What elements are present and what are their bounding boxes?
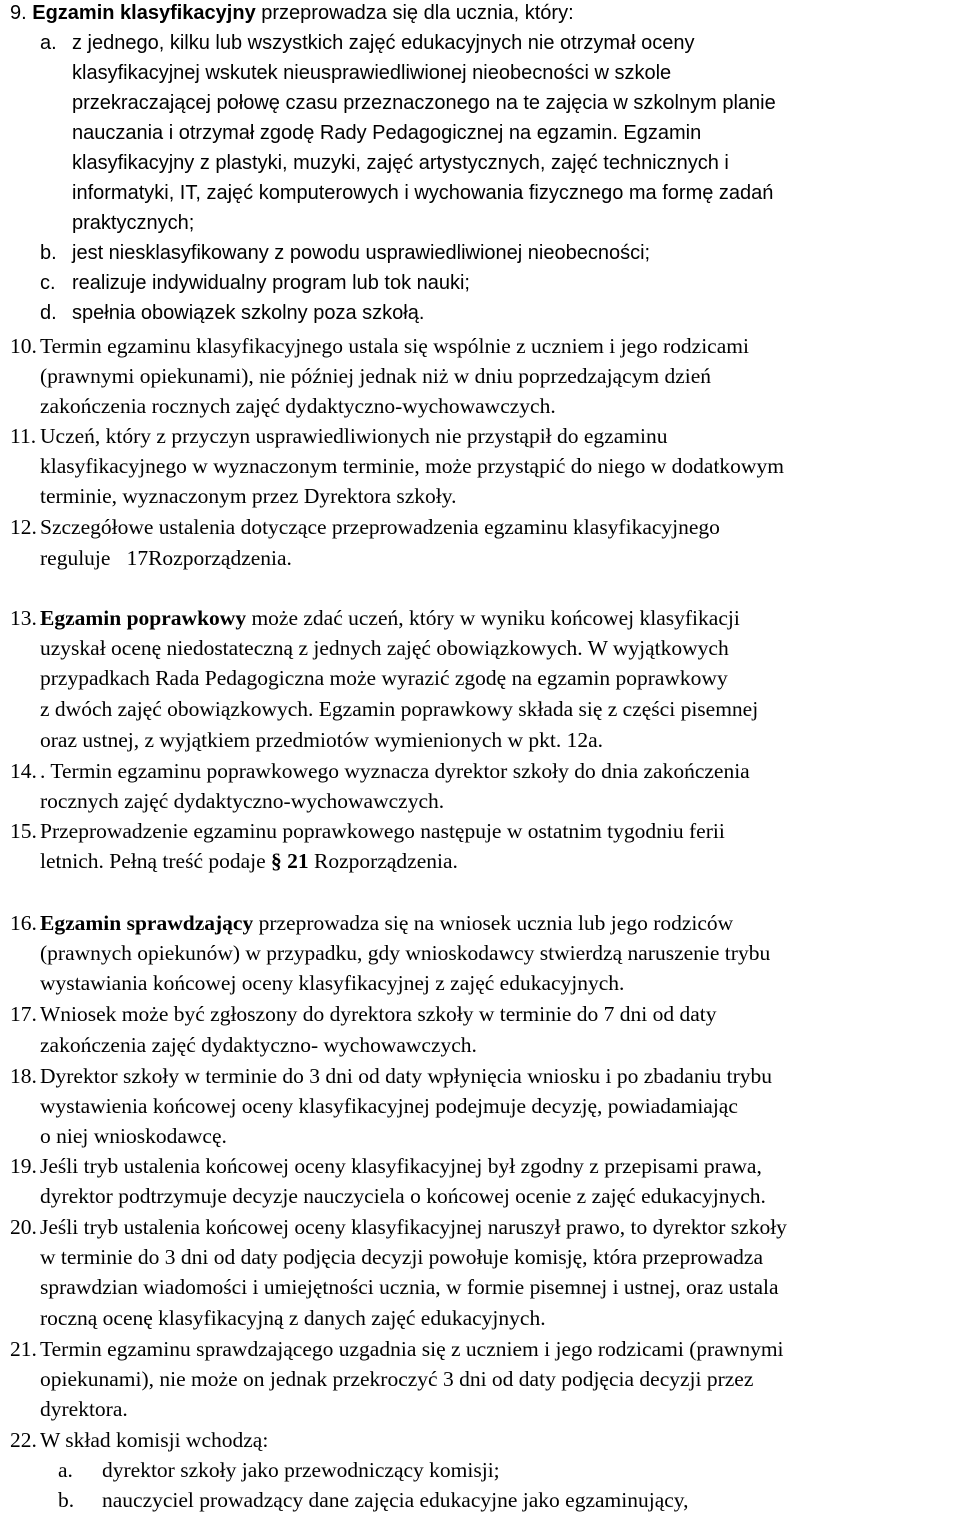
item-number: 9.	[10, 2, 27, 24]
term-egzamin-klasyfikacyjny: Egzamin klasyfikacyjny	[32, 2, 256, 24]
item-13-line	[40, 603, 740, 633]
item-number: 11.	[10, 424, 37, 448]
item-16-line	[40, 908, 733, 938]
item-14-line: . Termin egzaminu poprawkowego wyznacza dyrektor szkoły do dnia zakończenia	[40, 759, 750, 783]
term-egzamin-sprawdzajacy: Egzamin sprawdzający	[40, 911, 254, 935]
item-17-line: zakończenia zajęć dydaktyczno- wychowawczych.	[40, 1033, 477, 1057]
sub-a-line: z jednego, kilku lub wszystkich zajęć edukacyjnych nie otrzymał oceny	[72, 32, 695, 54]
item-19-line: Jeśli tryb ustalenia końcowej oceny klasyfikacyjnej był zgodny z przepisami prawa,	[40, 1154, 762, 1178]
sub-b-marker: b.	[40, 242, 57, 264]
item-18-line: Dyrektor szkoły w terminie do 3 dni od daty wpłynięcia wniosku i po zbadaniu trybu	[40, 1064, 773, 1088]
item-text: może zdać uczeń, który w wyniku końcowej klasyfikacji	[246, 606, 740, 630]
item-number: 14.	[10, 759, 37, 783]
item-14-line: rocznych zajęć dydaktyczno-wychowawczych.	[40, 789, 445, 813]
sub-a-line: praktycznych;	[72, 212, 195, 234]
sub-b-marker: b.	[58, 1488, 75, 1512]
item-15-line: Przeprowadzenie egzaminu poprawkowego następuje w ostatnim tygodniu ferii	[40, 819, 725, 843]
sub-b-text: jest niesklasyfikowany z powodu usprawiedliwionej nieobecności;	[72, 242, 651, 264]
sub-a-text: dyrektor szkoły jako przewodniczący komisji;	[102, 1458, 500, 1482]
item-20-line: sprawdzian wiadomości i umiejętności ucznia, w formie pisemnej i ustnej, oraz ustala	[40, 1275, 779, 1299]
sub-a-line: informatyki, IT, zajęć komputerowych i wychowania fizycznego ma formę zadań	[72, 182, 774, 204]
item-13-line: uzyskał ocenę niedostateczną z jednych zajęć obowiązkowych. W wyjątkowych	[40, 636, 729, 660]
item-20-line: Jeśli tryb ustalenia końcowej oceny klasyfikacyjnej naruszył prawo, to dyrektor szkoły	[40, 1215, 787, 1239]
item-21-line: opiekunami), nie może on jednak przekroczyć 3 dni od daty podjęcia decyzji przez	[40, 1367, 754, 1391]
item-text: przeprowadza się dla ucznia, który:	[255, 2, 574, 24]
item-number: 20.	[10, 1215, 37, 1239]
item-10-line: Termin egzaminu klasyfikacyjnego ustala się wspólnie z uczniem i jego rodzicami	[40, 334, 749, 358]
item-10-line: (prawnymi opiekunami), nie później jednak niż w dniu poprzedzającym dzień	[40, 364, 712, 388]
item-text: Rozporządzenia.	[308, 849, 458, 873]
item-21-line: dyrektora.	[40, 1397, 128, 1421]
item-10-line: zakończenia rocznych zajęć dydaktyczno-wychowawczych.	[40, 394, 556, 418]
item-number: 18.	[10, 1064, 37, 1088]
item-16-line: (prawnych opiekunów) w przypadku, gdy wnioskodawcy stwierdzą naruszenie trybu	[40, 941, 771, 965]
sub-a-line: klasyfikacyjny z plastyki, muzyki, zajęć artystycznych, zajęć technicznych i	[72, 152, 729, 174]
item-text: przeprowadza się na wniosek ucznia lub jego rodziców	[253, 911, 734, 935]
item-number: 16.	[10, 911, 37, 935]
item-number: 12.	[10, 515, 37, 539]
item-number: 21.	[10, 1337, 37, 1361]
item-21-line: Termin egzaminu sprawdzającego uzgadnia się z uczniem i jego rodzicami (prawnymi	[40, 1337, 784, 1361]
item-17-line: Wniosek może być zgłoszony do dyrektora szkoły w terminie do 7 dni od daty	[40, 1002, 717, 1026]
item-number: 10.	[10, 334, 37, 358]
item-12-line: Szczegółowe ustalenia dotyczące przeprowadzenia egzaminu klasyfikacyjnego	[40, 515, 720, 539]
item-number: 15.	[10, 819, 37, 843]
item-number: 13.	[10, 606, 37, 630]
sub-a-line: przekraczającej połowę czasu przeznaczonego na te zajęcia w szkolnym planie	[72, 92, 776, 114]
item-11-line: klasyfikacyjnego w wyznaczonym terminie, może przystąpić do niego w dodatkowym	[40, 454, 784, 478]
sub-a-line: nauczania i otrzymał zgodę Rady Pedagogicznej na egzamin. Egzamin	[72, 122, 702, 144]
item-18-line: wystawienia końcowej oceny klasyfikacyjnej podejmuje decyzję, powiadamiając	[40, 1094, 738, 1118]
sub-a-line: klasyfikacyjnej wskutek nieusprawiedliwionej nieobecności w szkole	[72, 62, 672, 84]
item-16-line: wystawiania końcowej oceny klasyfikacyjnej z zajęć edukacyjnych.	[40, 971, 625, 995]
item-22-intro: W skład komisji wchodzą:	[40, 1428, 269, 1452]
item-15-line	[40, 846, 458, 876]
item-18-line: o niej wnioskodawcę.	[40, 1124, 227, 1148]
sub-c-text: realizuje indywidualny program lub tok nauki;	[72, 272, 470, 294]
sub-d-marker: d.	[40, 302, 57, 324]
item-number: 19.	[10, 1154, 37, 1178]
sub-a-marker: a.	[40, 32, 57, 54]
item-text: letnich. Pełną treść podaje	[40, 849, 272, 873]
item-13-line: przypadkach Rada Pedagogiczna może wyrazić zgodę na egzamin poprawkowy	[40, 666, 728, 690]
item-19-line: dyrektor podtrzymuje decyzje nauczyciela o końcowej ocenie z zajęć edukacyjnych.	[40, 1184, 766, 1208]
sub-b-text: nauczyciel prowadzący dane zajęcia edukacyjne jako egzaminujący,	[102, 1488, 689, 1512]
item-11-line: Uczeń, który z przyczyn usprawiedliwionych nie przystąpił do egzaminu	[40, 424, 668, 448]
item-20-line: w terminie do 3 dni od daty podjęcia decyzji powołuje komisję, która przeprowadza	[40, 1245, 764, 1269]
item-12-line: reguluje 17Rozporządzenia.	[40, 546, 292, 570]
item-13-line: z dwóch zajęć obowiązkowych. Egzamin poprawkowy składa się z części pisemnej	[40, 697, 759, 721]
term-egzamin-poprawkowy: Egzamin poprawkowy	[40, 606, 247, 630]
sub-a-marker: a.	[58, 1458, 73, 1482]
sub-c-marker: c.	[40, 272, 56, 294]
paragraph-ref: § 21	[271, 849, 309, 873]
item-20-line: roczną ocenę klasyfikacyjną z danych zajęć edukacyjnych.	[40, 1306, 546, 1330]
sub-d-text: spełnia obowiązek szkolny poza szkołą.	[72, 302, 425, 324]
item-9-line	[10, 0, 574, 28]
item-number: 17.	[10, 1002, 37, 1026]
item-number: 22.	[10, 1428, 37, 1452]
item-13-line: oraz ustnej, z wyjątkiem przedmiotów wymienionych w pkt. 12a.	[40, 728, 604, 752]
item-11-line: terminie, wyznaczonym przez Dyrektora szkoły.	[40, 484, 457, 508]
